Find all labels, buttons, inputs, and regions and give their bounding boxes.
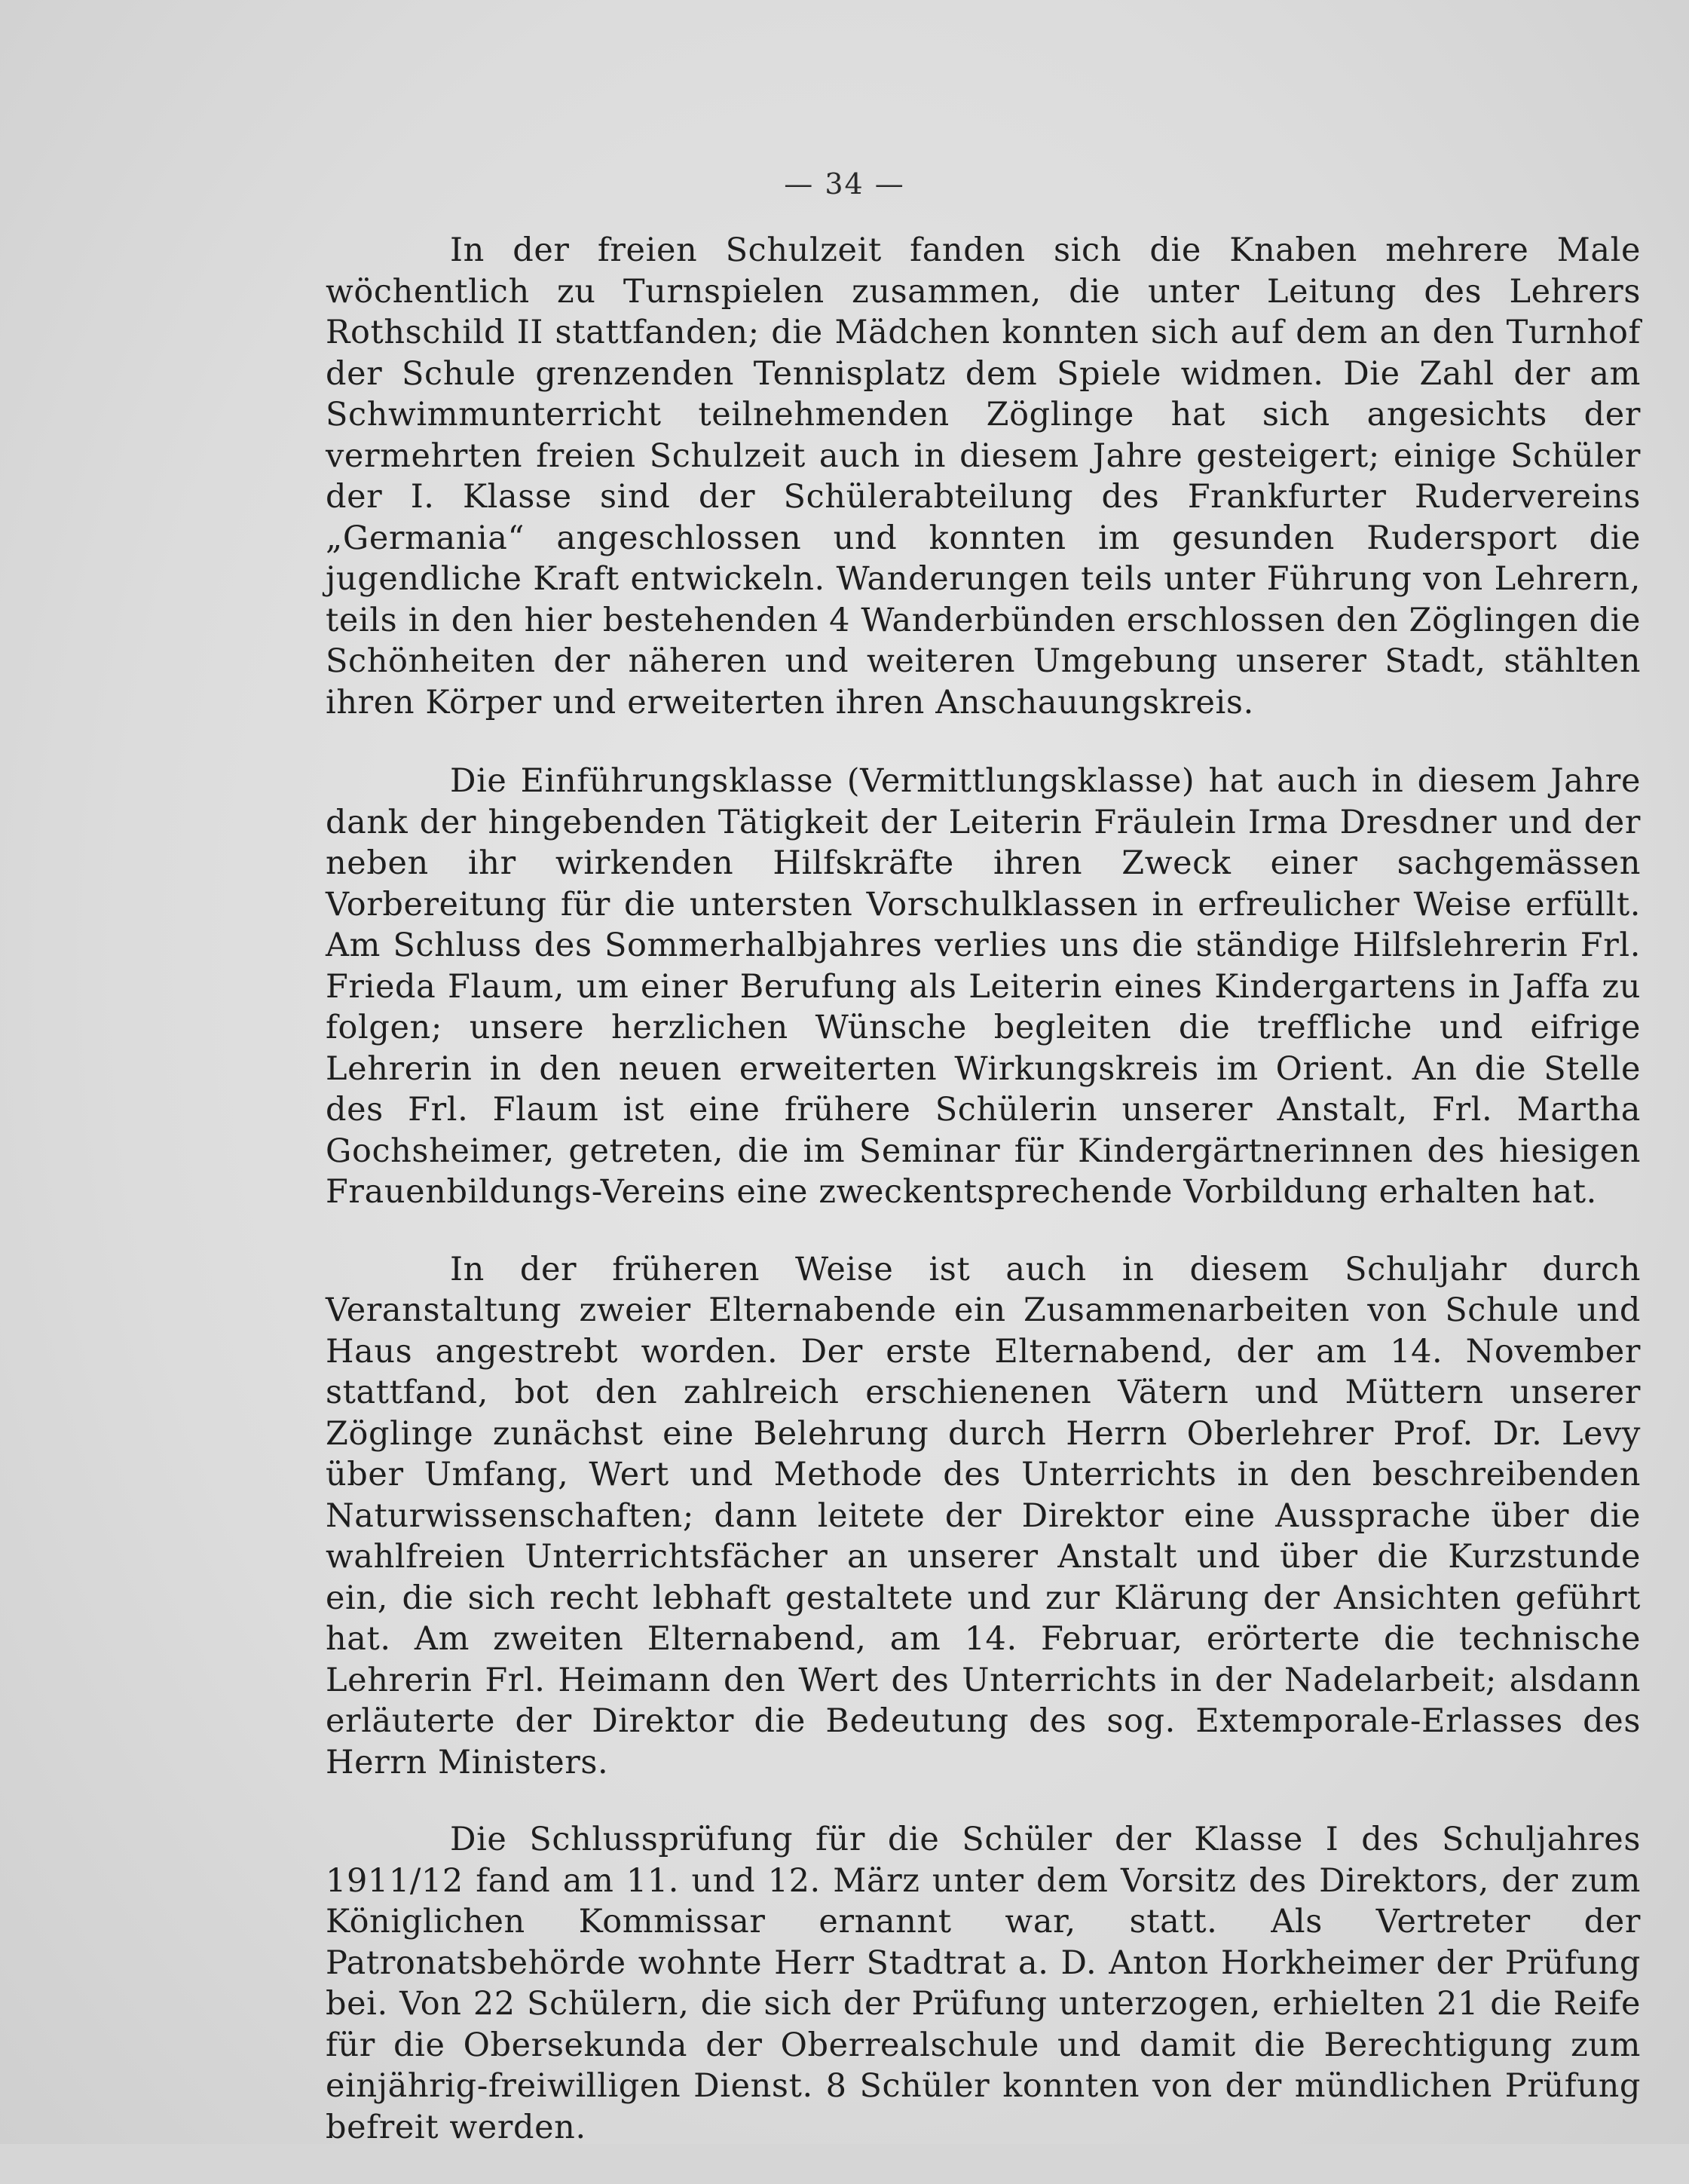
- paragraph-parents-evenings: In der früheren Weise ist auch in diesem Schuljahr durch Veranstaltung zweier Elternabende ein Zusammenarbeiten von Schule und Haus angestrebt worden. Der erste Elternabend, der am 14. November stattfand, bot den zahlreich erschienenen Vätern und Müttern unserer Zöglinge zunächst eine Belehrung durch Herrn Oberlehrer Prof. Dr. Levy über Umfang, Wert und Methode des Unterrichts in den beschreibenden Naturwissenschaften; dann leitete der Direktor eine Aussprache über die wahlfreien Unterrichtsfächer an unserer Anstalt und über die Kurzstunde ein, die sich recht lebhaft gestaltete und zur Klärung der Ansichten geführt hat. Am zweiten Elternabend, am 14. Februar, erörterte die technische Lehrerin Frl. Heimann den Wert des Unterrichts in der Nadelarbeit; alsdann erläuterte der Direktor die Bedeutung des sog. Extemporale-Erlasses des Herrn Ministers.: [326, 1250, 1641, 1781]
- paragraph-final-exam: Die Schlussprüfung für die Schüler der Klasse I des Schuljahres 1911/12 fand am 11. und 12. März unter dem Vorsitz des Direktors, der zum Königlichen Kommissar ernannt war, statt. Als Vertreter der Patronatsbehörde wohnte Herr Stadtrat a. D. Anton Horkheimer der Prüfung bei. Von 22 Schülern, die sich der Prüfung unterzogen, erhielten 21 die Reife für die Obersekunda der Oberrealschule und damit die Berechtigung zum einjährig-freiwilligen Dienst. 8 Schüler konnten von der mündlichen Prüfung befreit werden.: [326, 1821, 1641, 2146]
- paragraph-introductory-class: Die Einführungsklasse (Vermittlungsklasse) hat auch in diesem Jahre dank der hingebenden Tätigkeit der Leiterin Fräulein Irma Dresdner und der neben ihr wirkenden Hilfskräfte ihren Zweck einer sachgemässen Vorbereitung für die untersten Vorschulklassen in erfreulicher Weise erfüllt. Am Schluss des Sommerhalbjahres verlies uns die ständige Hilfslehrerin Frl. Frieda Flaum, um einer Berufung als Leiterin eines Kindergartens in Jaffa zu folgen; unsere herzlichen Wünsche begleiten die treffliche und eifrige Lehrerin in den neuen erweiterten Wirkungskreis im Orient. An die Stelle des Frl. Flaum ist eine frühere Schülerin unserer Anstalt, Frl. Martha Gochsheimer, getreten, die im Seminar für Kindergärtnerinnen des hiesigen Frauenbildungs-Vereins eine zweckentsprechende Vorbildung erhalten hat.: [326, 762, 1641, 1211]
- body-text: [326, 230, 1641, 2184]
- page-number: — 34 —: [784, 167, 905, 201]
- paragraph-sports: In der freien Schulzeit fanden sich die Knaben mehrere Male wöchentlich zu Turnspielen zusammen, die unter Leitung des Lehrers Rothschild II stattfanden; die Mädchen konnten sich auf dem an den Turnhof der Schule grenzenden Tennisplatz dem Spiele widmen. Die Zahl der am Schwimmunterricht teilnehmenden Zöglinge hat sich angesichts der vermehrten freien Schulzeit auch in diesem Jahre gesteigert; einige Schüler der I. Klasse sind der Schülerabteilung des Frankfurter Rudervereins „Germania“ angeschlossen und konnten im gesunden Rudersport die jugendliche Kraft entwickeln. Wanderungen teils unter Führung von Lehrern, teils in den hier bestehenden 4 Wanderbünden erschlossen den Zöglingen die Schönheiten der näheren und weiteren Umgebung unserer Stadt, stählten ihren Körper und erweiterten ihren Anschauungskreis.: [326, 231, 1641, 721]
